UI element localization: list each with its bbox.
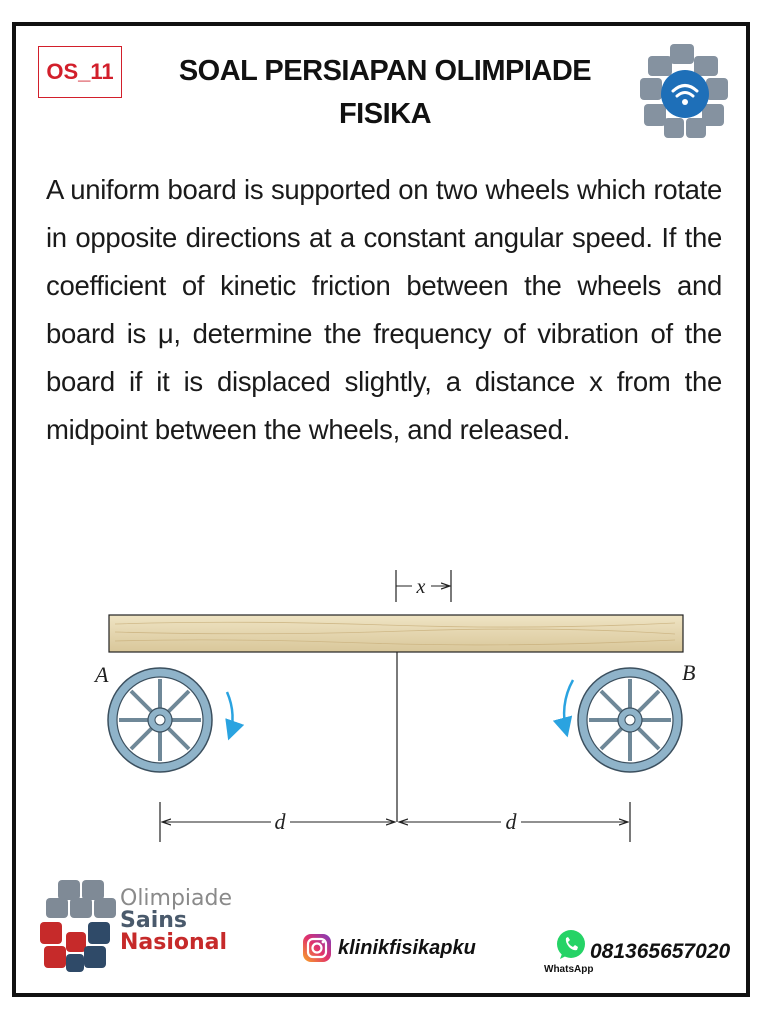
osn-logo-icon — [36, 876, 126, 976]
osn-line-3: Nasional — [120, 930, 228, 955]
rotation-arrow-b — [564, 680, 573, 735]
whatsapp-icon — [554, 928, 588, 962]
label-d-right: d — [505, 809, 517, 834]
instagram-icon — [302, 933, 332, 963]
board — [109, 615, 683, 652]
label-a: A — [95, 662, 109, 687]
rotation-arrow-a — [227, 692, 233, 738]
problem-code-badge: OS_11 — [38, 46, 122, 98]
page-title — [150, 50, 620, 136]
instagram-contact[interactable] — [302, 928, 476, 968]
whatsapp-number: 081365657020 — [590, 940, 731, 963]
label-d-left: d — [274, 809, 286, 834]
title-line-2: FISIKA — [338, 98, 432, 130]
olympiad-logo-icon — [640, 44, 730, 140]
wheel-a — [108, 668, 212, 772]
osn-line-2: Sains — [120, 908, 187, 933]
whatsapp-caption: WhatsApp — [544, 964, 594, 975]
wheel-b — [578, 668, 682, 772]
label-x: x — [416, 576, 426, 598]
problem-statement: A uniform board is supported on two wheels which rotate in opposite directions at a constant angular speed. If the coefficient of kinetic friction between the wheels and board is μ, determine the frequency of vibration of the board if it is displaced slightly, a distance x from the midpoint between the wheels, and released. — [46, 174, 722, 445]
d-dimension — [160, 802, 630, 842]
title-line-1: SOAL PERSIAPAN OLIMPIADE — [178, 55, 592, 87]
osn-wordmark — [120, 888, 232, 954]
board-wheels-diagram — [85, 560, 710, 850]
label-b: B — [682, 660, 696, 685]
osn-line-1: Olimpiade — [120, 886, 233, 911]
instagram-handle: klinikfisikapku — [338, 936, 476, 959]
